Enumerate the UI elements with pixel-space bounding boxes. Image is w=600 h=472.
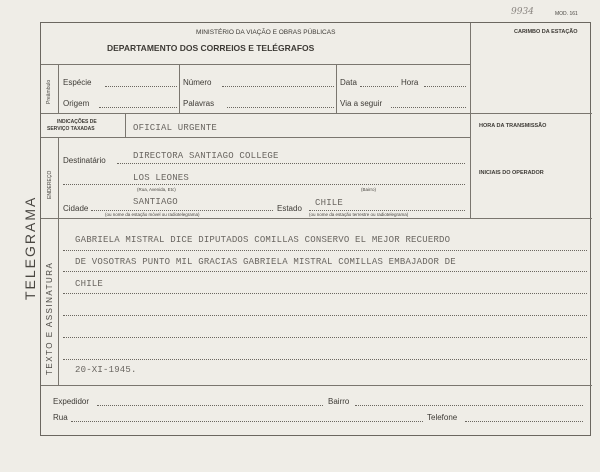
message-date: 20-XI-1945.: [75, 365, 137, 375]
telefone-label: Telefone: [427, 413, 458, 422]
street-hint: (Rua, Avenida, Etc): [137, 187, 176, 192]
model-number: MOD. 161: [555, 11, 578, 17]
operator-initials-label: INICIAIS DO OPERADOR: [479, 170, 544, 176]
cidade-label: Cidade: [63, 204, 89, 213]
form-frame: [40, 22, 591, 436]
ministry-title: MINISTÉRIO DA VIAÇÃO E OBRAS PÚBLICAS: [196, 29, 336, 36]
station-stamp-label: CARIMBO DA ESTAÇÃO: [514, 29, 578, 35]
address-label: ENDEREÇO: [47, 170, 53, 199]
transmission-time-label: HORA DA TRANSMISSÃO: [479, 123, 547, 129]
expedidor-label: Expedidor: [53, 397, 90, 406]
form-title: TELEGRAMA: [22, 195, 38, 300]
bairro-label: Bairro: [328, 397, 350, 406]
destinatario-label: Destinatário: [63, 156, 106, 165]
numero-label: Número: [183, 78, 212, 87]
estado-hint: (ou nome da estação terrestre ou radiotelegrama): [309, 212, 409, 217]
palavras-label: Palavras: [183, 99, 215, 108]
message-line-1: GABRIELA MISTRAL DICE DIPUTADOS COMILLAS CONSERVO EL MEJOR RECUERDO: [75, 235, 451, 245]
cidade-hint: (ou nome da estação móvel ou radiotelegrama): [105, 212, 200, 217]
message-line-3: CHILE: [75, 279, 104, 289]
message-line-2: DE VOSOTRAS PUNTO MIL GRACIAS GABRIELA MISTRAL COMILLAS EMBAJADOR DE: [75, 257, 456, 267]
via-label: Via a seguir: [340, 99, 383, 108]
hora-label: Hora: [401, 78, 419, 87]
origem-label: Origem: [63, 99, 90, 108]
destinatario-value: DIRECTORA SANTIAGO COLLEGE: [133, 151, 279, 161]
service-value: OFICIAL URGENTE: [133, 123, 218, 133]
estado-value: CHILE: [315, 198, 344, 208]
message-label: TEXTO E ASSINATURA: [45, 261, 54, 375]
rua-label: Rua: [53, 413, 68, 422]
service-label-2: SERVIÇO TAXADAS: [47, 126, 95, 132]
data-label: Data: [340, 78, 357, 87]
preamble-label: Preâmbulo: [46, 79, 52, 104]
reference-number: 9934: [511, 7, 534, 17]
department-title: DEPARTAMENTO DOS CORREIOS E TELÉGRAFOS: [107, 43, 315, 53]
cidade-value: SANTIAGO: [133, 197, 178, 207]
bairro-hint: (Bairro): [361, 187, 377, 192]
street-value: LOS LEONES: [133, 173, 190, 183]
service-label-1: INDICAÇÕES DE: [57, 119, 97, 125]
especie-label: Espécie: [63, 78, 92, 87]
estado-label: Estado: [277, 204, 302, 213]
